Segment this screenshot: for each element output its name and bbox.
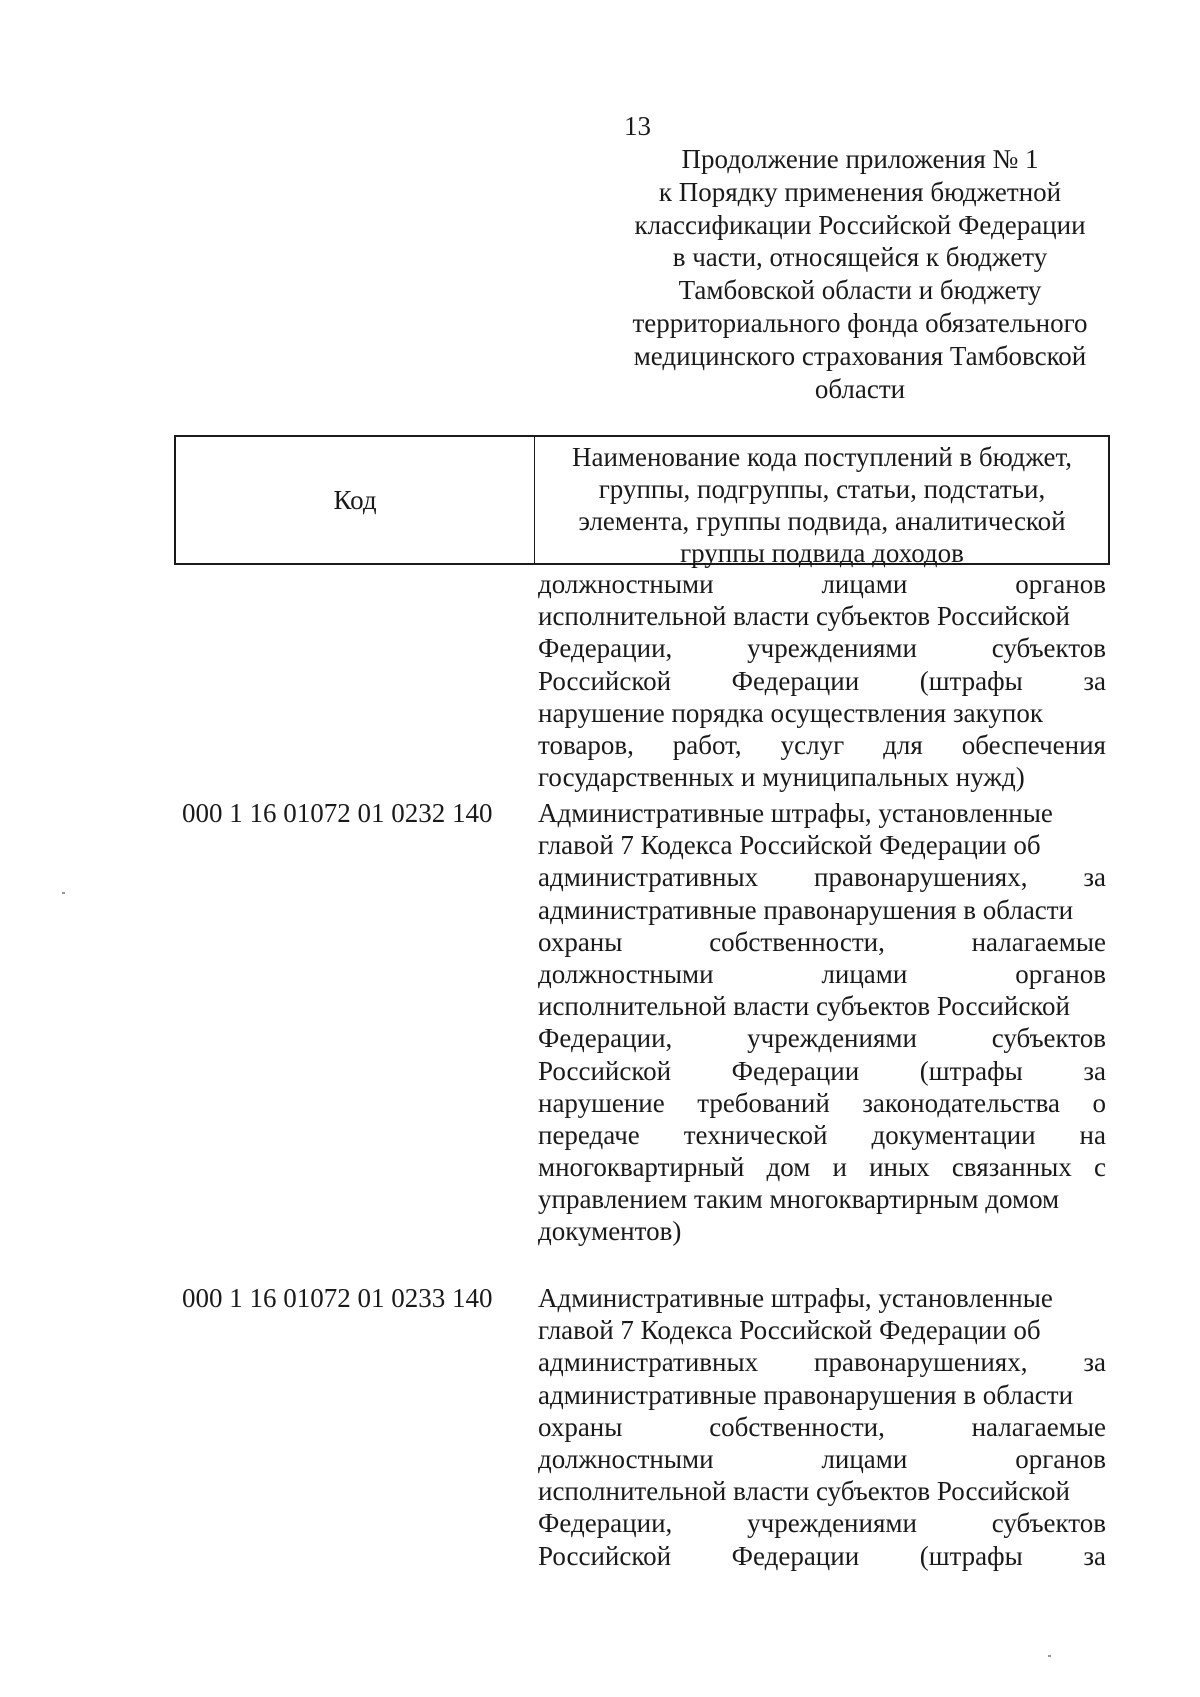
- row-code: 000 1 16 01072 01 0233 140: [182, 1283, 493, 1313]
- description-word: нарушение порядка осуществления закупок: [538, 697, 1043, 728]
- page-number: 13: [624, 111, 651, 141]
- description-word: должностными: [538, 958, 714, 989]
- description-line: [538, 1540, 1106, 1572]
- column-header-name: [538, 441, 1106, 569]
- description-line: [538, 1411, 1106, 1443]
- description-word: субъектов: [991, 633, 1106, 664]
- description-word: Российской: [538, 1540, 672, 1571]
- description-line: [538, 568, 1106, 600]
- description-line: [538, 1507, 1106, 1539]
- description-word: главой 7 Кодекса Российской Федерации об: [538, 1315, 1041, 1346]
- description-word: Федерации: [731, 665, 860, 696]
- row-code: 000 1 16 01072 01 0232 140: [182, 798, 493, 828]
- description-line: [538, 632, 1106, 664]
- description-word: связанных: [951, 1152, 1072, 1183]
- description-line: [538, 958, 1106, 990]
- description-word: (штрафы: [919, 665, 1023, 696]
- appendix-header-line: Тамбовской области и бюджету: [678, 275, 1042, 306]
- column-header-name-line: Наименование кода поступлений в бюджет,: [571, 442, 1073, 472]
- description-line: [538, 600, 1106, 632]
- description-word: иных: [869, 1152, 930, 1183]
- description-word: за: [1083, 1347, 1106, 1378]
- description-word: документации: [871, 1119, 1036, 1150]
- appendix-header: [620, 143, 1100, 405]
- description-word: законодательства: [862, 1087, 1061, 1118]
- appendix-header-line: территориального фонда обязательного: [632, 307, 1088, 338]
- description-word: органов: [1015, 1443, 1106, 1474]
- description-word: Федерации,: [538, 1508, 673, 1539]
- description-line: [538, 1314, 1106, 1346]
- description-line: [538, 1215, 1106, 1247]
- description-line: [538, 1282, 1106, 1314]
- description-line: [538, 761, 1106, 793]
- description-word: Федерации,: [538, 1023, 673, 1054]
- description-line: [538, 1087, 1106, 1119]
- description-line: [538, 1183, 1106, 1215]
- description-word: собственности,: [709, 926, 885, 957]
- description-line: [538, 1151, 1106, 1183]
- column-header-name-line: группы подвида доходов: [680, 538, 964, 568]
- description-word: передаче: [538, 1119, 640, 1150]
- description-word: исполнительной власти субъектов Российской: [538, 991, 1070, 1022]
- description-word: управлением таким многоквартирным домом: [538, 1184, 1060, 1215]
- description-word: (штрафы: [919, 1055, 1023, 1086]
- description-word: правонарушениях,: [814, 1347, 1028, 1378]
- description-line: [538, 1379, 1106, 1411]
- appendix-header-line: классификации Российской Федерации: [634, 209, 1086, 240]
- description-word: административные правонарушения в области: [538, 1379, 1074, 1410]
- table-header: [174, 435, 1110, 568]
- column-header-name-line: группы, подгруппы, статьи, подстатьи,: [598, 474, 1046, 504]
- description-word: охраны: [538, 1411, 623, 1442]
- description-word: Федерации: [731, 1540, 860, 1571]
- column-header-code: Код: [333, 484, 377, 515]
- description-word: собственности,: [709, 1411, 885, 1442]
- row-description: [538, 1282, 1106, 1572]
- description-word: требований: [697, 1087, 830, 1118]
- description-word: учреждениями: [747, 1023, 917, 1054]
- description-word: за: [1083, 665, 1106, 696]
- description-word: за: [1083, 862, 1106, 893]
- description-line: [538, 861, 1106, 893]
- description-word: за: [1083, 1055, 1106, 1086]
- description-line: [538, 697, 1106, 729]
- column-header-name-line: элемента, группы подвида, аналитической: [578, 506, 1066, 536]
- description-line: [538, 1475, 1106, 1507]
- description-word: о: [1092, 1087, 1106, 1118]
- description-word: главой 7 Кодекса Российской Федерации об: [538, 830, 1041, 861]
- description-word: административные правонарушения в области: [538, 894, 1074, 925]
- description-word: административных: [538, 862, 759, 893]
- scan-speck: [1048, 1655, 1051, 1657]
- description-line: [538, 665, 1106, 697]
- description-word: Федерации,: [538, 633, 673, 664]
- description-word: исполнительной власти субъектов Российской: [538, 1476, 1070, 1507]
- description-word: охраны: [538, 926, 623, 957]
- description-word: работ,: [672, 729, 742, 760]
- description-line: [538, 729, 1106, 761]
- description-word: государственных и муниципальных нужд): [538, 762, 1025, 793]
- description-word: должностными: [538, 569, 714, 599]
- description-word: учреждениями: [747, 1508, 917, 1539]
- description-word: правонарушениях,: [814, 862, 1028, 893]
- description-line: [538, 1022, 1106, 1054]
- row-description: [538, 797, 1106, 1248]
- row-description: [538, 568, 1106, 793]
- description-word: документов): [538, 1216, 682, 1247]
- scan-speck: [62, 892, 65, 894]
- appendix-header-line: медицинского страхования Тамбовской: [633, 340, 1087, 371]
- column-divider: [534, 437, 535, 563]
- description-word: Российской: [538, 665, 672, 696]
- description-word: учреждениями: [747, 633, 917, 664]
- description-word: налагаемые: [971, 1411, 1106, 1442]
- description-word: Административные штрафы, установленные: [538, 1283, 1053, 1313]
- description-word: лицами: [821, 958, 908, 989]
- description-word: лицами: [821, 569, 908, 599]
- description-word: обеспечения: [961, 729, 1106, 760]
- description-word: органов: [1015, 569, 1106, 599]
- description-word: дом: [766, 1152, 811, 1183]
- description-word: Российской: [538, 1055, 672, 1086]
- description-word: субъектов: [991, 1508, 1106, 1539]
- description-word: нарушение: [538, 1087, 665, 1118]
- description-word: Административные штрафы, установленные: [538, 798, 1053, 828]
- description-line: [538, 797, 1106, 829]
- description-word: лицами: [821, 1443, 908, 1474]
- appendix-header-line: области: [814, 373, 906, 404]
- description-line: [538, 1119, 1106, 1151]
- description-word: должностными: [538, 1443, 714, 1474]
- description-word: субъектов: [991, 1023, 1106, 1054]
- appendix-header-line: в части, относящейся к бюджету: [672, 242, 1048, 273]
- description-word: Федерации: [731, 1055, 860, 1086]
- description-word: за: [1083, 1540, 1106, 1571]
- description-word: на: [1079, 1119, 1106, 1150]
- description-word: товаров,: [538, 729, 634, 760]
- description-line: [538, 829, 1106, 861]
- description-word: (штрафы: [919, 1540, 1023, 1571]
- description-line: [538, 894, 1106, 926]
- description-line: [538, 1443, 1106, 1475]
- description-word: и: [832, 1152, 847, 1183]
- description-word: органов: [1015, 958, 1106, 989]
- description-word: с: [1093, 1152, 1106, 1183]
- description-line: [538, 990, 1106, 1022]
- description-line: [538, 1055, 1106, 1087]
- appendix-header-line: Продолжение приложения № 1: [681, 144, 1039, 174]
- description-line: [538, 926, 1106, 958]
- description-word: услуг: [780, 729, 845, 760]
- description-word: налагаемые: [971, 926, 1106, 957]
- description-word: административных: [538, 1347, 759, 1378]
- description-line: [538, 1346, 1106, 1378]
- appendix-header-line: к Порядку применения бюджетной: [658, 176, 1062, 207]
- description-word: многоквартирный: [538, 1152, 745, 1183]
- description-word: для: [883, 729, 923, 760]
- description-word: исполнительной власти субъектов Российской: [538, 601, 1070, 632]
- description-word: технической: [683, 1119, 828, 1150]
